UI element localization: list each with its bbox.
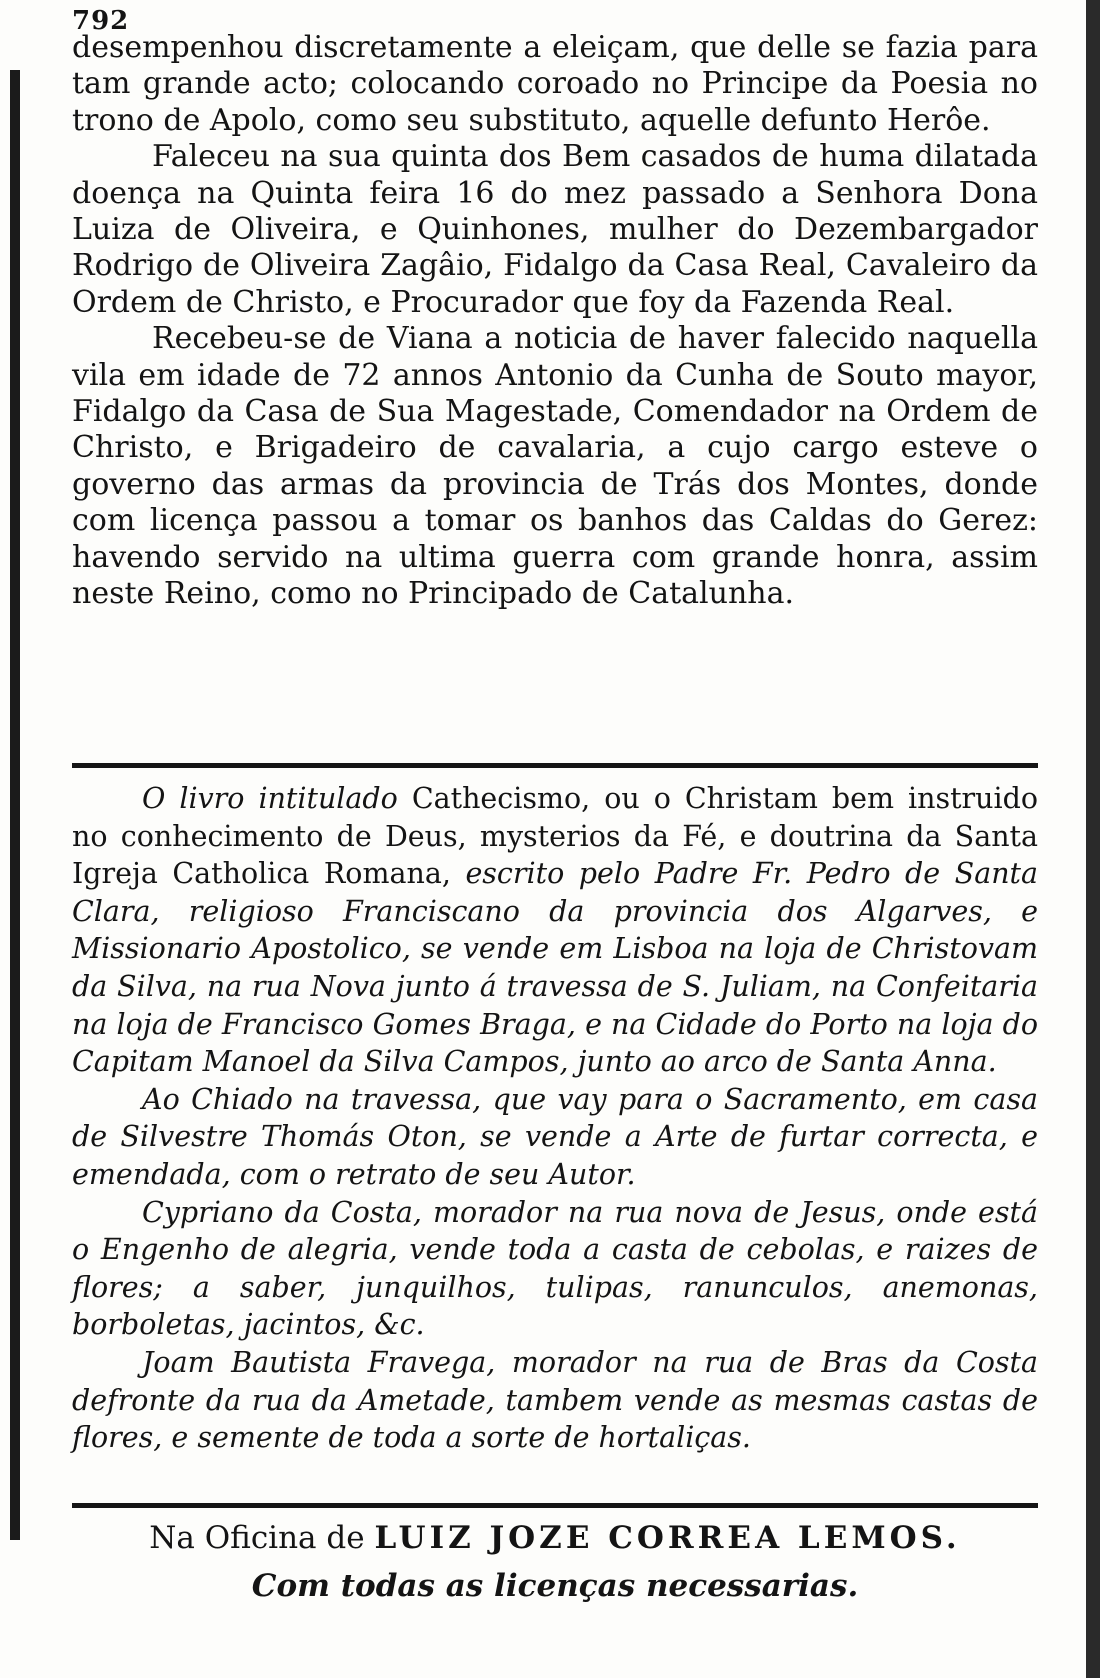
- right-edge-shadow: [1086, 0, 1100, 1678]
- ad-cathecismo-title: Cathecismo, ou o Christam bem instruido no conhecimento de Deus, mysterios da Fé, e doutrina da Santa Igreja Catholica Romana,: [72, 782, 1039, 891]
- imprint-line: [72, 1517, 1038, 1559]
- page-number: 792: [72, 6, 130, 36]
- imprint: [72, 1517, 1038, 1607]
- ad-cathecismo: [72, 780, 1038, 1081]
- advertisements-section: [72, 780, 1038, 1457]
- imprint-printer: LUIZ JOZE CORREA LEMOS.: [374, 1520, 961, 1556]
- news-section: [72, 30, 1038, 613]
- ad-cathecismo-lead: O livro intitulado: [142, 782, 398, 815]
- news-paragraph-coronation: desempenhou discretamente a eleiçam, que delle se fazia para tam grande acto; colocando coroado no Principe da Poesia no trono de Apolo, como seu substituto, aquelle defunto Herôe.: [72, 30, 1038, 138]
- imprint-license: Com todas as licenças necessarias.: [251, 1568, 859, 1604]
- ad-joam: Joam Bautista Fravega, morador na rua de Bras da Costa defronte da rua da Ametade, tambem vende as mesmas castas de flores, e semente de toda a sorte de hortaliças.: [72, 1345, 1038, 1455]
- left-margin-shadow: [10, 70, 20, 1540]
- ad-arte-furtar: Ao Chiado na travessa, que vay para o Sacramento, em casa de Silvestre Thomás Oton, se vende a Arte de furtar correcta, e emendada, com o retrato de seu Autor.: [72, 1082, 1038, 1191]
- ad-cathecismo-rest: escrito pelo Padre Fr. Pedro de Santa Clara, religioso Franciscano da provincia dos Algarves, e Missionario Apostolico, se vende em Lisboa na loja de Christovam da Silva, na rua Nova junto á travessa de S. Juliam, na Confeitaria na loja de Francisco Gomes Braga, e na Cidade do Porto na loja do Capitam Manoel da Silva Campos, junto ao arco de Santa Anna.: [72, 857, 1038, 1079]
- imprint-prefix: Na Oficina de: [149, 1520, 365, 1556]
- section-divider: [72, 763, 1038, 768]
- news-paragraph-obituary-luiza: Faleceu na sua quinta dos Bem casados de huma dilatada doença na Quinta feira 16 do mez passado a Senhora Dona Luiza de Oliveira, e Quinhones, mulher do Dezembargador Rodrigo de Oliveira Zagâio, Fidalgo da Casa Real, Cavaleiro da Ordem de Christo, e Procurador que foy da Fazenda Real.: [72, 139, 1038, 320]
- news-paragraph-obituary-antonio: Recebeu-se de Viana a noticia de haver falecido naquella vila em idade de 72 annos Antonio da Cunha de Souto mayor, Fidalgo da Casa de Sua Magestade, Comendador na Ordem de Christo, e Brigadeiro de cavalaria, a cujo cargo esteve o governo das armas da provincia de Trás dos Montes, donde com licença passou a tomar os banhos das Caldas do Gerez: havendo servido na ultima guerra com grande honra, assim neste Reino, como no Principado de Catalunha.: [72, 321, 1038, 612]
- imprint-divider: [72, 1503, 1038, 1508]
- ad-cypriano: Cypriano da Costa, morador na rua nova de Jesus, onde está o Engenho de alegria, vende toda a casta de cebolas, e raizes de flores; a saber, junquilhos, tulipas, ranunculos, anemonas, borboletas, jacintos, &c.: [72, 1195, 1038, 1342]
